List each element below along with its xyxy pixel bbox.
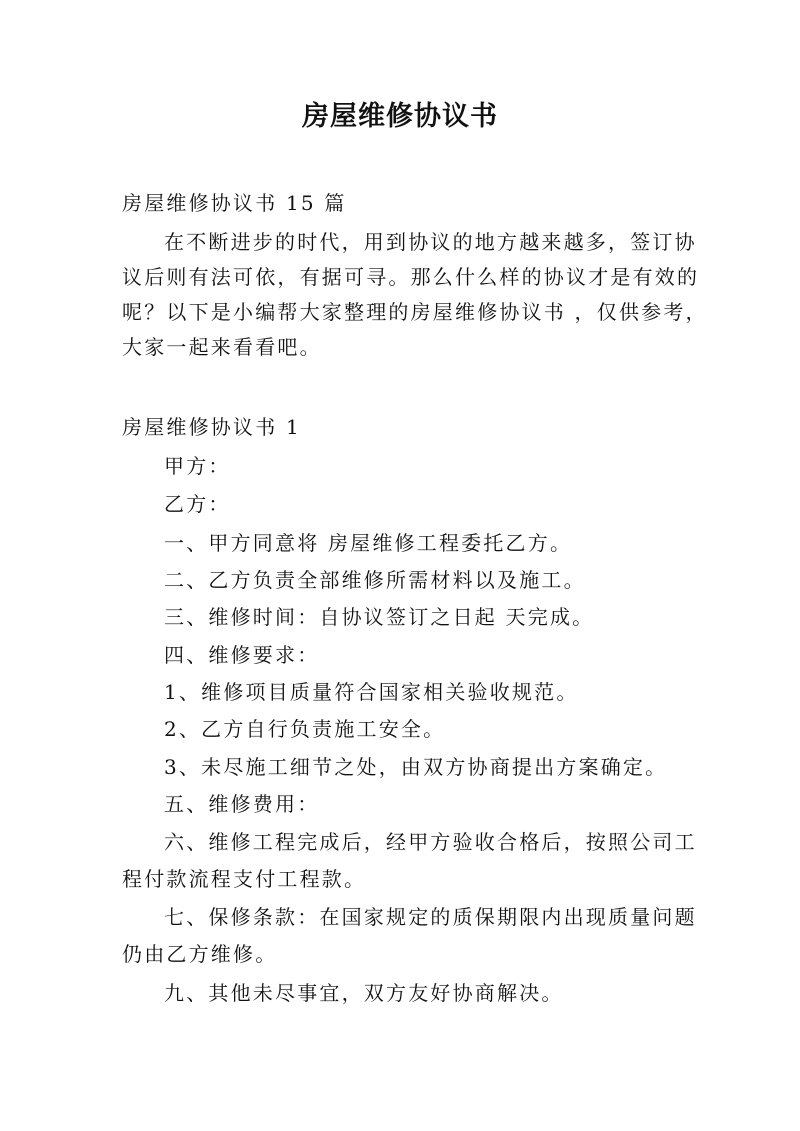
clause-7: 七、保修条款：在国家规定的质保期限内出现质量问题 (164, 905, 697, 929)
clause-4-item-2: 2、乙方自行负责施工安全。 (164, 717, 446, 741)
clause-2: 二、乙方负责全部维修所需材料以及施工。 (164, 568, 586, 592)
intro-line: 大家一起来看看吧。 (122, 335, 322, 359)
clause-4-item-3: 3、未尽施工细节之处，由双方协商提出方案确定。 (164, 755, 668, 779)
clause-4-item-1: 1、维修项目质量符合国家相关验收规范。 (164, 680, 579, 704)
document-title: 房屋维修协议书 (302, 101, 498, 132)
clause-7-cont: 仍由乙方维修。 (122, 942, 278, 966)
clause-4: 四、维修要求： (164, 643, 320, 667)
clause-3: 三、维修时间：自协议签订之日起 天完成。 (164, 605, 595, 629)
intro-line: 呢？以下是小编帮大家整理的房屋维修协议书 ，仅供参考， (122, 300, 708, 324)
party-a-label: 甲方： (164, 454, 231, 478)
intro-line: 议后则有法可依，有据可寻。那么什么样的协议才是有效的 (122, 265, 700, 289)
clause-6: 六、维修工程完成后，经甲方验收合格后，按照公司工 (164, 830, 697, 854)
intro-line: 在不断进步的时代，用到协议的地方越来越多，签订协 (164, 230, 697, 254)
document-subtitle: 房屋维修协议书 15 篇 (122, 191, 347, 215)
party-b-label: 乙方： (164, 492, 231, 516)
clause-5: 五、维修费用： (164, 792, 320, 816)
clause-6-cont: 程付款流程支付工程款。 (122, 867, 367, 891)
section-heading: 房屋维修协议书 1 (122, 415, 301, 439)
clause-1: 一、甲方同意将 房屋维修工程委托乙方。 (164, 531, 573, 555)
clause-9: 九、其他未尽事宜，双方友好协商解决。 (164, 981, 564, 1005)
